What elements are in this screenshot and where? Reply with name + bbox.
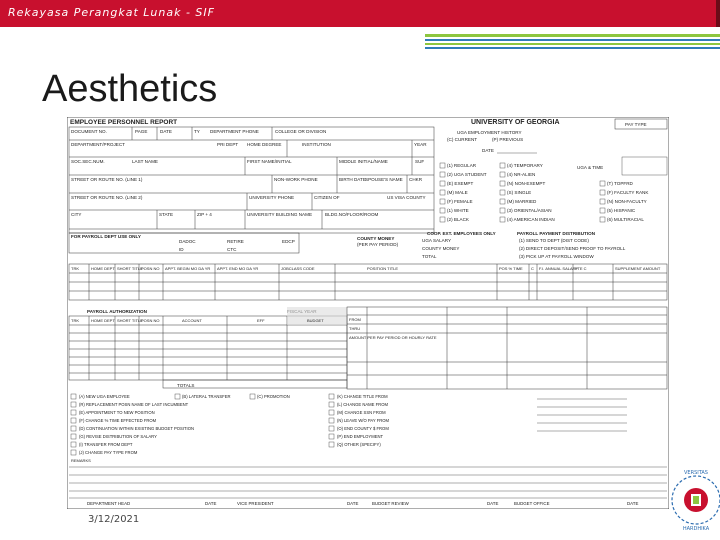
svg-text:INSTITUTION: INSTITUTION [302, 142, 331, 147]
svg-text:(2) DIRECT DEPOSIT/SEND PROOF: (2) DIRECT DEPOSIT/SEND PROOF TO PAYROLL [519, 246, 626, 251]
svg-text:DATE: DATE [160, 129, 172, 134]
svg-text:DEPARTMENT/PROJECT: DEPARTMENT/PROJECT [71, 142, 125, 147]
header-title: Rekayasa Perangkat Lunak - SIF [8, 6, 215, 19]
svg-text:SPOUSE'S NAME: SPOUSE'S NAME [365, 177, 403, 182]
svg-text:DATE: DATE [347, 501, 359, 506]
svg-text:FTE C: FTE C [575, 266, 587, 271]
svg-text:(3) ORIENTAL/ASIAN: (3) ORIENTAL/ASIAN [507, 208, 552, 213]
svg-text:NON-WORK PHONE: NON-WORK PHONE [274, 177, 318, 182]
svg-text:(F) CHANGE % TIME EFFECTED FRO: (F) CHANGE % TIME EFFECTED FROM [79, 418, 157, 423]
svg-text:BLDG.NO/FLOOR/ROOM: BLDG.NO/FLOOR/ROOM [325, 212, 379, 217]
svg-text:YEAR: YEAR [414, 142, 427, 147]
svg-text:(A) NEW UGA EMPLOYEE: (A) NEW UGA EMPLOYEE [79, 394, 130, 399]
svg-text:PAYROLL AUTHORIZATION: PAYROLL AUTHORIZATION [87, 309, 147, 314]
employee-personnel-report-form [67, 117, 669, 509]
header-cap [716, 0, 720, 27]
svg-text:REMARKS: REMARKS [71, 458, 91, 463]
svg-text:(4) NR-ALIEN: (4) NR-ALIEN [507, 172, 536, 177]
svg-text:(4) TEMPORARY: (4) TEMPORARY [507, 163, 543, 168]
svg-text:POS % TIME: POS % TIME [499, 266, 523, 271]
svg-text:(M) MARRIED: (M) MARRIED [507, 199, 537, 204]
svg-text:BIRTH DATE: BIRTH DATE [339, 177, 366, 182]
svg-text:BUDGET REVIEW: BUDGET REVIEW [372, 501, 409, 506]
svg-text:APPT. BEGIN MO DA YR: APPT. BEGIN MO DA YR [165, 266, 211, 271]
svg-text:(N) NON-EXEMPT: (N) NON-EXEMPT [507, 181, 546, 186]
svg-text:STREET OR ROUTE NO. (LINE 1): STREET OR ROUTE NO. (LINE 1) [71, 177, 143, 182]
form-title: EMPLOYEE PERSONNEL REPORT [70, 119, 178, 126]
svg-text:RETIRE: RETIRE [227, 239, 244, 244]
svg-text:(K) CHANGE TITLE FROM: (K) CHANGE TITLE FROM [337, 394, 388, 399]
svg-text:DEPARTMENT HEAD: DEPARTMENT HEAD [87, 501, 131, 506]
svg-text:(C) PROMOTION: (C) PROMOTION [257, 394, 290, 399]
svg-text:STREET OR ROUTE NO. (LINE 2): STREET OR ROUTE NO. (LINE 2) [71, 195, 143, 200]
svg-text:HOME DEPT: HOME DEPT [91, 318, 115, 323]
svg-text:SUF: SUF [415, 159, 425, 164]
svg-text:(2) BLACK: (2) BLACK [447, 217, 469, 222]
svg-text:VERSITAS: VERSITAS [684, 470, 708, 476]
svg-text:(J) CHANGE PAY TYPE FROM: (J) CHANGE PAY TYPE FROM [79, 450, 138, 455]
svg-text:EDCP: EDCP [282, 239, 295, 244]
svg-text:UGA EMPLOYMENT HISTORY: UGA EMPLOYMENT HISTORY [457, 130, 522, 135]
header-bar [0, 0, 720, 27]
svg-text:(P) PREVIOUS: (P) PREVIOUS [492, 137, 524, 142]
svg-text:DATE: DATE [487, 501, 499, 506]
university-logo [668, 464, 720, 536]
svg-text:(I) TRANSFER FROM DEPT: (I) TRANSFER FROM DEPT [79, 442, 133, 447]
svg-text:ID: ID [179, 247, 184, 252]
svg-text:TRK: TRK [71, 266, 79, 271]
svg-text:(D) CONTINUATION WITHIN EXISTI: (D) CONTINUATION WITHIN EXISTING BUDGET POSITION [79, 426, 195, 431]
svg-text:(F) FEMALE: (F) FEMALE [447, 199, 473, 204]
svg-text:(C) CURRENT: (C) CURRENT [447, 137, 478, 142]
svg-text:THRU: THRU [349, 326, 361, 331]
svg-text:(S) SINGLE: (S) SINGLE [507, 190, 532, 195]
svg-text:(1) SEND TO DEPT (DIST CODE): (1) SEND TO DEPT (DIST CODE) [519, 238, 589, 243]
svg-text:COOP. EXT. EMPLOYEES ONLY: COOP. EXT. EMPLOYEES ONLY [427, 231, 496, 236]
svg-text:STATE: STATE [159, 212, 174, 217]
svg-text:(P) END EMPLOYMENT: (P) END EMPLOYMENT [337, 434, 384, 439]
svg-text:PAYROLL PAYMENT DISTRIBUTION: PAYROLL PAYMENT DISTRIBUTION [517, 231, 596, 236]
svg-text:POSN NO: POSN NO [141, 266, 160, 271]
slide-title: Aesthetics [42, 68, 218, 110]
svg-text:(N) LEAVE W/O PAY FROM: (N) LEAVE W/O PAY FROM [337, 418, 390, 423]
svg-text:(O) END COUNTY $ FROM: (O) END COUNTY $ FROM [337, 426, 389, 431]
svg-text:COUNTY MONEY: COUNTY MONEY [422, 246, 460, 251]
svg-text:(PER PAY PERIOD): (PER PAY PERIOD) [357, 242, 399, 247]
svg-text:(E) APPOINTMENT TO NEW POSITIO: (E) APPOINTMENT TO NEW POSITION [79, 410, 155, 415]
svg-text:(5) HISPANIC: (5) HISPANIC [607, 208, 636, 213]
svg-text:COUNTY MONEY: COUNTY MONEY [357, 236, 395, 241]
svg-text:UGA SALARY: UGA SALARY [422, 238, 452, 243]
svg-text:TY: TY [194, 129, 200, 134]
svg-text:(G) REVISE DISTRIBUTION OF SAL: (G) REVISE DISTRIBUTION OF SALARY [79, 434, 157, 439]
svg-text:SHORT TITLE: SHORT TITLE [117, 266, 143, 271]
svg-text:UNIVERSITY PHONE: UNIVERSITY PHONE [249, 195, 295, 200]
svg-text:(E) EXEMPT: (E) EXEMPT [447, 181, 474, 186]
svg-text:(L) CHANGE NAME FROM: (L) CHANGE NAME FROM [337, 402, 388, 407]
svg-text:F.I. ANNUAL SALARY: F.I. ANNUAL SALARY [539, 266, 579, 271]
svg-text:FROM: FROM [349, 317, 361, 322]
svg-text:BUDGET: BUDGET [307, 318, 324, 323]
form-pay-type: PAY TYPE [625, 122, 647, 127]
svg-text:MIDDLE INITIAL/NAME: MIDDLE INITIAL/NAME [339, 159, 388, 164]
svg-text:(N) NON-FACULTY: (N) NON-FACULTY [607, 199, 647, 204]
svg-text:US VISA COUNTY: US VISA COUNTY [387, 195, 426, 200]
svg-text:JOBCLASS CODE: JOBCLASS CODE [281, 266, 315, 271]
svg-text:VICE PRESIDENT: VICE PRESIDENT [237, 501, 274, 506]
svg-text:(M) CHANGE SSN FROM: (M) CHANGE SSN FROM [337, 410, 386, 415]
svg-text:UGA & TIME: UGA & TIME [577, 165, 604, 170]
svg-text:HOME DEGREE: HOME DEGREE [247, 142, 282, 147]
svg-text:FOR PAYROLL DEPT USE ONLY: FOR PAYROLL DEPT USE ONLY [71, 234, 141, 239]
svg-text:(6) MULTIRACIAL: (6) MULTIRACIAL [607, 217, 644, 222]
slide-date: 3/12/2021 [88, 514, 140, 525]
svg-text:UNIVERSITY BUILDING NAME: UNIVERSITY BUILDING NAME [247, 212, 313, 217]
svg-text:HARDHIKA: HARDHIKA [682, 526, 710, 532]
svg-text:PAGE: PAGE [135, 129, 148, 134]
svg-text:PRI DEPT: PRI DEPT [217, 142, 239, 147]
svg-text:BUDGET OFFICE: BUDGET OFFICE [514, 501, 550, 506]
form-university: UNIVERSITY OF GEORGIA [471, 119, 560, 126]
svg-text:EFF: EFF [257, 318, 265, 323]
svg-text:(B) LATERAL TRANSFER: (B) LATERAL TRANSFER [182, 394, 231, 399]
svg-text:SHORT TITLE: SHORT TITLE [117, 318, 143, 323]
svg-text:(R) REPLACEMENT POSN NAME OF L: (R) REPLACEMENT POSN NAME OF LAST INCUMBENT [79, 402, 189, 407]
svg-text:DADOC: DADOC [179, 239, 196, 244]
svg-text:(1) WHITE: (1) WHITE [447, 208, 469, 213]
svg-text:POSN NO: POSN NO [141, 318, 160, 323]
svg-text:CITIZEN OF: CITIZEN OF [314, 195, 340, 200]
svg-text:(2) UGA STUDENT: (2) UGA STUDENT [447, 172, 487, 177]
svg-text:CHKR: CHKR [409, 177, 423, 182]
svg-text:SUPPLEMENT AMOUNT: SUPPLEMENT AMOUNT [615, 266, 661, 271]
svg-text:(M) MALE: (M) MALE [447, 190, 468, 195]
svg-text:FIRST NAME/INITIAL: FIRST NAME/INITIAL [247, 159, 292, 164]
svg-text:(4) AMERICAN INDIAN: (4) AMERICAN INDIAN [507, 217, 555, 222]
svg-text:(Q) OTHER (SPECIFY): (Q) OTHER (SPECIFY) [337, 442, 381, 447]
svg-text:AMOUNT PER PAY PERIOD OR HOURL: AMOUNT PER PAY PERIOD OR HOURLY RATE [349, 335, 437, 340]
svg-text:ZIP + 4: ZIP + 4 [197, 212, 212, 217]
svg-text:COLLEGE OR DIVISION: COLLEGE OR DIVISION [275, 129, 327, 134]
svg-text:(1) REGULAR: (1) REGULAR [447, 163, 477, 168]
svg-text:DATE: DATE [627, 501, 639, 506]
svg-text:(T) TOPFRD: (T) TOPFRD [607, 181, 633, 186]
svg-text:APPT. END MO DA YR: APPT. END MO DA YR [217, 266, 259, 271]
svg-text:CITY: CITY [71, 212, 82, 217]
svg-text:(3) PICK UP AT PAYROLL WINDOW: (3) PICK UP AT PAYROLL WINDOW [519, 254, 594, 259]
svg-text:DATE: DATE [482, 148, 494, 153]
svg-text:C: C [531, 266, 534, 271]
svg-text:TOTALS: TOTALS [177, 383, 195, 388]
svg-text:TOTAL: TOTAL [422, 254, 437, 259]
svg-text:LAST NAME: LAST NAME [132, 159, 158, 164]
svg-text:HOME DEPT: HOME DEPT [91, 266, 115, 271]
header-decoration [425, 32, 720, 50]
svg-text:DATE: DATE [205, 501, 217, 506]
svg-text:DOCUMENT NO.: DOCUMENT NO. [71, 129, 107, 134]
svg-text:ACCOUNT: ACCOUNT [182, 318, 202, 323]
svg-text:DEPARTMENT PHONE: DEPARTMENT PHONE [210, 129, 259, 134]
svg-text:TRK: TRK [71, 318, 79, 323]
svg-text:(F) FACULTY RANK: (F) FACULTY RANK [607, 190, 649, 195]
svg-text:POSITION TITLE: POSITION TITLE [367, 266, 399, 271]
svg-text:CTC: CTC [227, 247, 237, 252]
svg-text:SOC.SEC.NUM.: SOC.SEC.NUM. [71, 159, 105, 164]
